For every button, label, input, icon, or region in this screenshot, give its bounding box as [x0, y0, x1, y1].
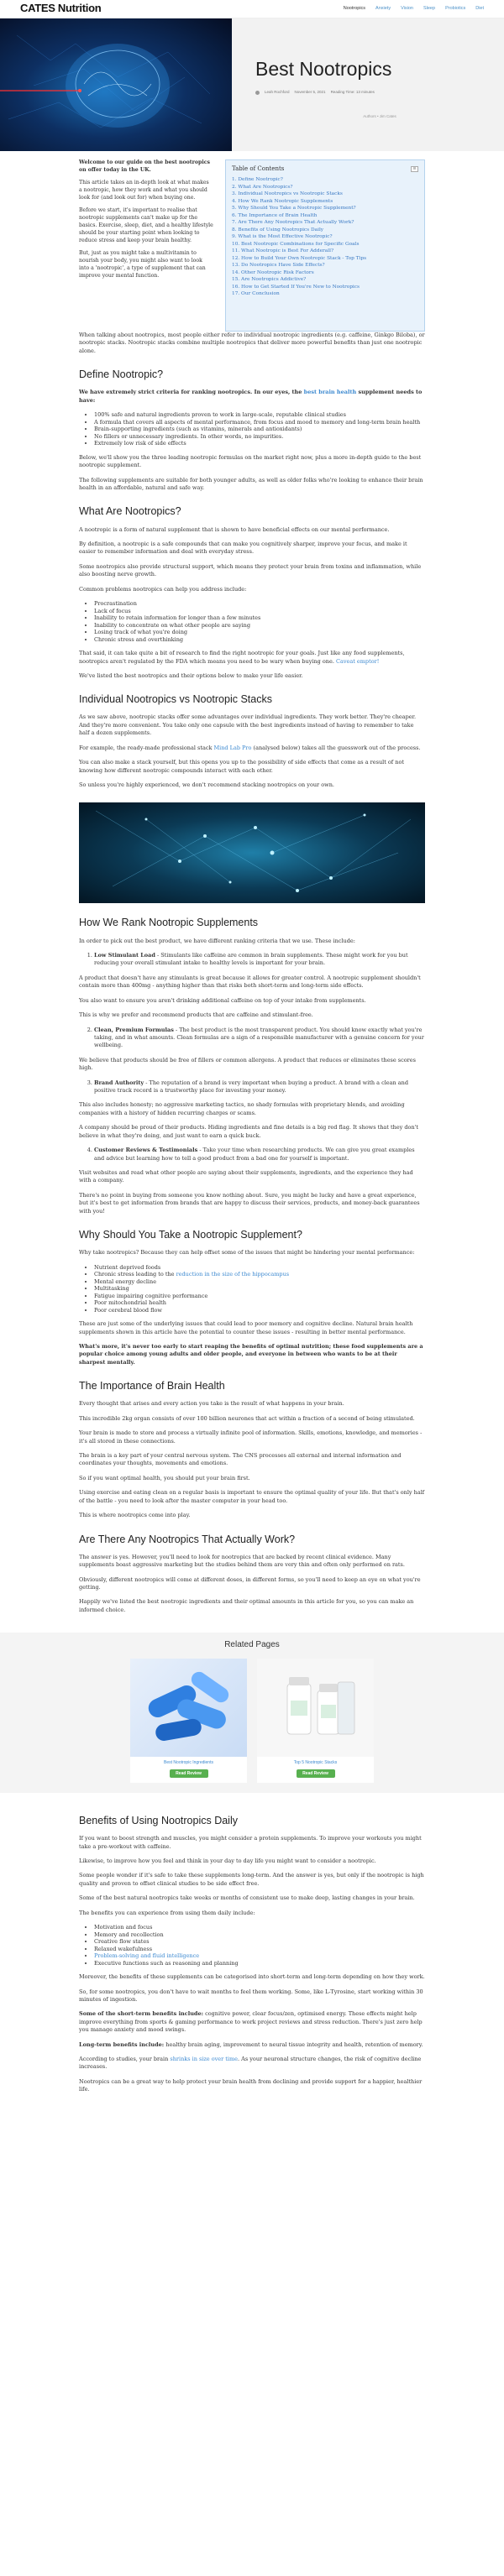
toc-item[interactable]: 13. Do Nootropics Have Side Effects?: [232, 263, 325, 269]
top-bar: [0, 0, 504, 18]
list-item: • Nutrient deprived foods: [94, 1264, 425, 1272]
individual-p3: You can also make a stack yourself, but this opens you up to the possibility of side effects that come as a result of not knowing how different nootropic compounds interact with each other.: [79, 759, 404, 774]
list-item: • Brain-supporting ingredients (such as vitamins, minerals and antioxidants): [94, 426, 425, 433]
importance-p6: Using exercise and eating clean on a regular basis is important to ensure the optimal quality of your life. But that's only half of the battle - you need to look after the master computer in your head too.: [79, 1489, 425, 1504]
related-title: Related Pages: [224, 1640, 280, 1650]
page-title: Best Nootropics: [255, 58, 392, 80]
problem-solving-link[interactable]: Problem-solving and fluid intelligence: [94, 1952, 200, 1960]
nav-sleep[interactable]: Sleep: [423, 5, 436, 11]
rank-list-3: [94, 1079, 425, 1095]
author-name[interactable]: Leah Rochford: [265, 90, 290, 95]
benefits-p9: Long-term benefits include: healthy brain aging, improvement to neural tissue integrity and health, retention of memory.: [79, 2040, 423, 2048]
nav-anxiety[interactable]: Anxiety: [375, 5, 391, 11]
list-item: • Poor cerebral blood flow: [94, 1307, 425, 1314]
toc-item[interactable]: 16. How to Get Started If You're New to Nootropics: [232, 284, 360, 290]
define-p2: The following supplements are suitable for both younger adults, as well as older folks who're looking to enhance their brain health in an affordable, natural and safe way.: [79, 476, 423, 491]
caveat-link[interactable]: Caveat emptor!: [335, 657, 380, 665]
rank-p3: You also want to ensure you aren't drinking additional caffeine on top of your intake from supplements.: [79, 996, 366, 1004]
heading-what: What Are Nootropics?: [79, 505, 181, 518]
pills-image: [130, 1659, 247, 1757]
hero-info: [232, 18, 504, 151]
importance-p4: The brain is a key part of your central nervous system. The CNS processes all external and internal information and coordinates your thoughts, movements and emotions.: [79, 1452, 402, 1467]
rank-p6: This also includes honesty; no aggressive marketing tactics, no shady formulas with proprietary blends, and avoiding companies with a history of hidden recurring charges or scams.: [79, 1101, 405, 1116]
rank-p9: There's no point in buying from someone you know nothing about. Sure, you might be lucky and have a great experience, but it's best to get information from brands that are happy to discuss their services, products, and money-back guarantees with you!: [79, 1191, 420, 1215]
work-p3: Happily we've listed the best nootropic ingredients and their optimal amounts in this article for you, so you can make an informed choice.: [79, 1598, 414, 1613]
author-avatar: [255, 91, 260, 95]
list-item: • Executive functions such as reasoning and planning: [94, 1960, 425, 1967]
heading-importance: The Importance of Brain Health: [79, 1380, 225, 1393]
heading-rank: How We Rank Nootropic Supplements: [79, 917, 259, 929]
what-p5: That said, it can take quite a bit of research to find the right nootropic for your goals. Just like any food supplements, nootropics aren't regulated by the FDA which means you need to be wary when buying one. Caveat emptor!: [79, 650, 405, 665]
work-p2: Obviously, different nootropics will come at different doses, in different forms, so you'll need to keep an eye on what you're getting.: [79, 1575, 421, 1591]
rank-p7: A company should be proud of their products. Hiding ingredients and fine details is a big red flag. It shows that they don't believe in what they're doing, and just want to earn a quick buck.: [79, 1124, 419, 1139]
main-nav: [344, 6, 484, 13]
importance-p7: This is where nootropics come into play.: [79, 1512, 191, 1519]
why-list: [94, 1264, 425, 1314]
read-review-button[interactable]: Read Review: [170, 1769, 208, 1778]
benefits-p8: Some of the short-term benefits include: cognitive power, clear focus/zen, optimised energy. These effects might help improve everything from sports & gaming performance to work project reviews and stress reduction. There's just zero help you manage anxiety and mood swings.: [79, 2010, 423, 2034]
list-item: • Lack of focus: [94, 608, 425, 615]
heading-benefits: Benefits of Using Nootropics Daily: [79, 1815, 238, 1826]
list-item: • Losing track of what you're doing: [94, 629, 425, 636]
why-p2: These are just some of the underlying issues that could lead to poor memory and cognitive decline. Natural brain health supplements shown in this article have the potential to counter these issues - resulting in better mental performance.: [79, 1320, 413, 1335]
intro-text: [79, 159, 213, 332]
benefits-section: [79, 1793, 425, 2094]
table-of-contents: [225, 159, 425, 332]
what-p3: Some nootropics also provide structural support, which means they protect your brain from toxins and inflammation, while also boosting nerve growth.: [79, 562, 422, 578]
article-body: [79, 151, 425, 1614]
individual-p4: So unless you're highly experienced, we don't recommend stacking nootropics on your own.: [79, 781, 334, 788]
nav-vision[interactable]: Vision: [401, 5, 413, 11]
list-item: • Multitasking: [94, 1285, 425, 1293]
rank-list-4: [94, 1147, 425, 1163]
related-card[interactable]: [257, 1659, 374, 1783]
what-p2: By definition, a nootropic is a safe compounds that can make you cognitively sharper, improve your focus, and make it easier to remember information and deal with everyday stress.: [79, 540, 407, 556]
toc-toggle-icon[interactable]: ≡: [411, 166, 418, 172]
intro-p2: Before we start, it's important to realise that nootropic supplements can't make up for the basics. Exercise, sleep, diet, and a healthy lifestyle should be your starting point when looking to reduce stress and keep your brain healthy.: [79, 206, 213, 243]
best-brain-health-link[interactable]: best brain health: [303, 389, 357, 396]
list-item: • Creative flow states: [94, 1938, 425, 1946]
hero: [0, 18, 504, 151]
criterion-brand-authority: 3. Brand Authority - The reputation of a brand is very important when buying a product. A brand with a clean and positive track record is a trustworthy place for investing your money.: [94, 1079, 425, 1095]
benefits-p1: If you want to boost strength and muscles, you might consider a protein supplements. To improve your workouts you might take a pre-workout with caffeine.: [79, 1835, 422, 1850]
heading-why: Why Should You Take a Nootropic Supplement?: [79, 1229, 302, 1241]
heading-define: Define Nootropic?: [79, 368, 164, 381]
hippocampus-link[interactable]: reduction in the size of the hippocampus: [176, 1271, 290, 1278]
importance-p3: Your brain is made to store and process a virtually infinite pool of information. Skills, emotions, knowledge, and memories - it's all stored in these connections.: [79, 1429, 423, 1445]
related-pages: [0, 1633, 504, 1793]
nav-diet[interactable]: Diet: [475, 5, 484, 11]
benefits-p4: Some of the best natural nootropics take weeks or months of consistent use to make deep, lasting changes in your brain.: [79, 1894, 415, 1902]
list-item: • Fatigue impairing cognitive performance: [94, 1293, 425, 1300]
rank-p1: In order to pick out the best product, we have different ranking criteria that we use. These include:: [79, 937, 355, 944]
authors-line: Authors • Jim Cates: [363, 113, 396, 118]
toc-item[interactable]: 10. Best Nootropic Combinations for Specific Goals: [232, 241, 360, 247]
toc-item[interactable]: 9. What is the Most Effective Nootropic?: [232, 234, 333, 240]
related-card[interactable]: [130, 1659, 247, 1783]
nav-nootropics[interactable]: Nootropics: [343, 5, 366, 11]
reading-time: Reading Time: 13 minutes: [330, 90, 375, 95]
benefits-p10: According to studies, your brain shrinks in size over time. As your neuronal structure changes, the risk of cognitive decline increases.: [79, 2056, 422, 2071]
benefits-p7: So, for some nootropics, you don't have to wait months to feel them working. Some, like L-Tyrosine, start working within 30 minutes of ingestion.: [79, 1988, 423, 2003]
publish-date: November 5, 2021: [294, 90, 326, 95]
list-item: • Chronic stress leading to the reduction in the size of the hippocampus: [94, 1271, 425, 1278]
define-p1: Below, we'll show you the three leading nootropic formulas on the market right now, plus a more in-depth guide to the best nootropic supplement.: [79, 453, 422, 469]
list-item: [94, 1952, 425, 1960]
list-item: • A formula that covers all aspects of mental performance, from focus and mood to memory and long-term brain health: [94, 419, 425, 426]
toc-item[interactable]: 5. Why Should You Take a Nootropic Supplement?: [232, 206, 356, 212]
importance-p2: This incredible 2kg organ consists of over 100 billion neurones that act within a fraction of a second of being stimulated.: [79, 1414, 415, 1422]
toc-item[interactable]: 8. Benefits of Using Nootropics Daily: [232, 227, 324, 233]
related-card-title[interactable]: Top 5 Nootropic Stacks: [293, 1759, 338, 1765]
define-criteria: We have extremely strict criteria for ranking nootropics. In our eyes, the best brain health supplement needs to have:: [79, 389, 423, 404]
heading-work: Are There Any Nootropics That Actually Work?: [79, 1533, 296, 1545]
intro-p4: When talking about nootropics, most people either refer to individual nootropic ingredients (e.g. caffeine, Ginkgo Biloba), or nootropic stacks. Nootropic stacks combine multiple nootropics that deliver more powerful benefits than just one nootropic alone.: [79, 332, 425, 354]
work-p1: The answer is yes. However, you'll need to look for nootropics that are backed by recent clinical evidence. Many supplements boast aggressive marketing but the studies behind them are very thin and often only performed on rats.: [79, 1553, 405, 1569]
neural-network-image: [79, 802, 425, 903]
why-p3: What's more, it's never too early to start reaping the benefits of optimal nutrition; these food supplements are a popular choice among young adults and older people, and everyone in between who wants to be at their sharpest mentally.: [79, 1342, 423, 1366]
why-p1: Why take nootropics? Because they can help offset some of the issues that might be hindering your mental performance:: [79, 1249, 415, 1257]
bottles-image: [257, 1659, 374, 1757]
brain-shrinks-link[interactable]: shrinks in size over time: [170, 2056, 238, 2063]
list-item: • Procrastination: [94, 600, 425, 608]
related-card-title[interactable]: Best Nootropic Ingredients: [164, 1759, 213, 1765]
rank-p4: This is why we prefer and recommend products that are caffeine and stimulant-free.: [79, 1011, 313, 1019]
what-list: [94, 600, 425, 643]
read-review-button[interactable]: Read Review: [297, 1769, 335, 1778]
mind-lab-pro-link[interactable]: Mind Lab Pro: [213, 744, 252, 751]
nav-probiotics[interactable]: Probiotics: [445, 5, 466, 11]
benefits-p3: Some people wonder if it's safe to take these supplements long-term. And the answer is yes, but only if the nootropic is high quality and proven to offset clinical studies to be side effect free.: [79, 1872, 424, 1887]
individual-p2: For example, the ready-made professional stack Mind Lab Pro (analysed below) takes all the guesswork out of the process.: [79, 744, 421, 751]
toc-item[interactable]: 11. What Nootropic is Best For Adderall?: [232, 248, 334, 254]
importance-p1: Every thought that arises and every action you take is the result of what happens in your brain.: [79, 1400, 344, 1408]
benefits-p11: Nootropics can be a great way to help protect your brain health from declining and provide support for a happier, healthier life.: [79, 2077, 423, 2093]
list-item: • Memory and recollection: [94, 1931, 425, 1939]
hero-brain-image: [0, 18, 232, 151]
toc-item[interactable]: 1. Define Nootropic?: [232, 177, 283, 183]
list-item: • Inability to retain information for longer than a few minutes: [94, 614, 425, 622]
site-logo[interactable]: CATES Nutrition: [20, 2, 102, 15]
toc-item[interactable]: 17. Our Conclusion: [232, 291, 280, 297]
individual-p1: As we saw above, nootropic stacks offer some advantages over individual ingredients. They work better. They're cheaper. And they're more convenient. You take only one capsule with the best ingredients instead of having to remember to take half a dozen supplements.: [79, 713, 417, 737]
criterion-low-stimulant: 1. Low Stimulant Load - Stimulants like caffeine are common in brain supplements. These might work for you but reducing your overall stimulant intake to healthy levels is important for your brain.: [94, 952, 425, 968]
intro-p1: This article takes an in-depth look at what makes a nootropic, how they work and what you should look for (and look out for) when buying one.: [79, 179, 209, 201]
benefits-p5: The benefits you can experience from using them daily include:: [79, 1909, 255, 1916]
benefits-list: [94, 1924, 425, 1967]
list-item: • Chronic stress and overthinking: [94, 636, 425, 644]
benefits-p6: Moreover, the benefits of these supplements can be categorised into short-term and long-term depending on how they work.: [79, 1973, 425, 1981]
list-item: • Motivation and focus: [94, 1924, 425, 1931]
toc-item[interactable]: 14. Other Nootropic Risk Factors: [232, 269, 314, 275]
toc-title: Table of Contents: [232, 165, 285, 172]
list-item: • No fillers or unnecessary ingredients. In other words, no impurities.: [94, 433, 425, 441]
toc-list: [232, 176, 418, 298]
rank-list-2: [94, 1027, 425, 1050]
what-p6: We've listed the best nootropics and their options below to make your life easier.: [79, 671, 303, 679]
importance-p5: So if you want optimal health, you should put your brain first.: [79, 1474, 250, 1481]
what-p1: A nootropic is a form of natural supplement that is shown to have beneficial effects on our mental performance.: [79, 525, 390, 533]
what-p4: Common problems nootropics can help you address include:: [79, 585, 247, 593]
toc-item[interactable]: 2. What Are Nootropics?: [232, 184, 293, 190]
criterion-customer-reviews: 4. Customer Reviews & Testimonials - Take your time when researching products. We can give you great examples and advice but learning how to tell a good product from a bad one for yourself is important.: [94, 1147, 425, 1163]
toc-item[interactable]: 12. How to Build Your Own Nootropic Stack - Top Tips: [232, 255, 367, 261]
toc-item[interactable]: 7. Are There Any Nootropics That Actually Work?: [232, 220, 354, 226]
intro-p3: But, just as you might take a multivitamin to nourish your body, you might also want to look into a 'nootropic', a type of supplement that can improve your mental function.: [79, 249, 206, 279]
rank-p5: We believe that products should be free of fillers or common allergens. A product that reduces or eliminates these scores high.: [79, 1056, 416, 1072]
toc-item[interactable]: 3. Individual Nootropics vs Nootropic Stacks: [232, 191, 343, 197]
rank-p8: Visit websites and read what other people are saying about their supplements, ingredients, and the experience they had with a company.: [79, 1168, 413, 1184]
list-item: • Poor mitochondrial health: [94, 1299, 425, 1307]
rank-p2: A product that doesn't have any stimulants is great because it allows for greater control. A nootropic supplement shouldn't contain more than 400mg - anything higher than that risks both short-term and long-term side effects.: [79, 974, 421, 990]
toc-item[interactable]: 15. Are Nootropics Addictive?: [232, 277, 307, 283]
toc-item[interactable]: 4. How We Rank Nootropic Supplements: [232, 198, 333, 204]
define-list: [94, 411, 425, 447]
rank-list-1: [94, 952, 425, 968]
list-item: • 100% safe and natural ingredients proven to work in large-scale, reputable clinical studies: [94, 411, 425, 419]
list-item: • Extremely low risk of side effects: [94, 440, 425, 447]
heading-individual: Individual Nootropics vs Nootropic Stacks: [79, 693, 272, 706]
list-item: • Inability to concentrate on what other people are saying: [94, 622, 425, 630]
criterion-clean-formulas: 2. Clean, Premium Formulas - The best product is the most transparent product. You should know exactly what you're taking, and in what amounts. Clean formulas are a sign of a responsible manufacturer with a genuine concern for your wellbeing.: [94, 1027, 425, 1050]
list-item: • Relaxed wakefulness: [94, 1946, 425, 1953]
list-item: • Mental energy decline: [94, 1278, 425, 1286]
benefits-p2: Likewise, to improve how you feel and think in your day to day life you might want to consider a nootropic.: [79, 1857, 376, 1864]
toc-item[interactable]: 6. The Importance of Brain Health: [232, 212, 318, 218]
article-meta: [255, 90, 504, 96]
intro-block: [79, 159, 425, 332]
intro-lead: Welcome to our guide on the best nootropics on offer today in the UK.: [79, 159, 210, 173]
